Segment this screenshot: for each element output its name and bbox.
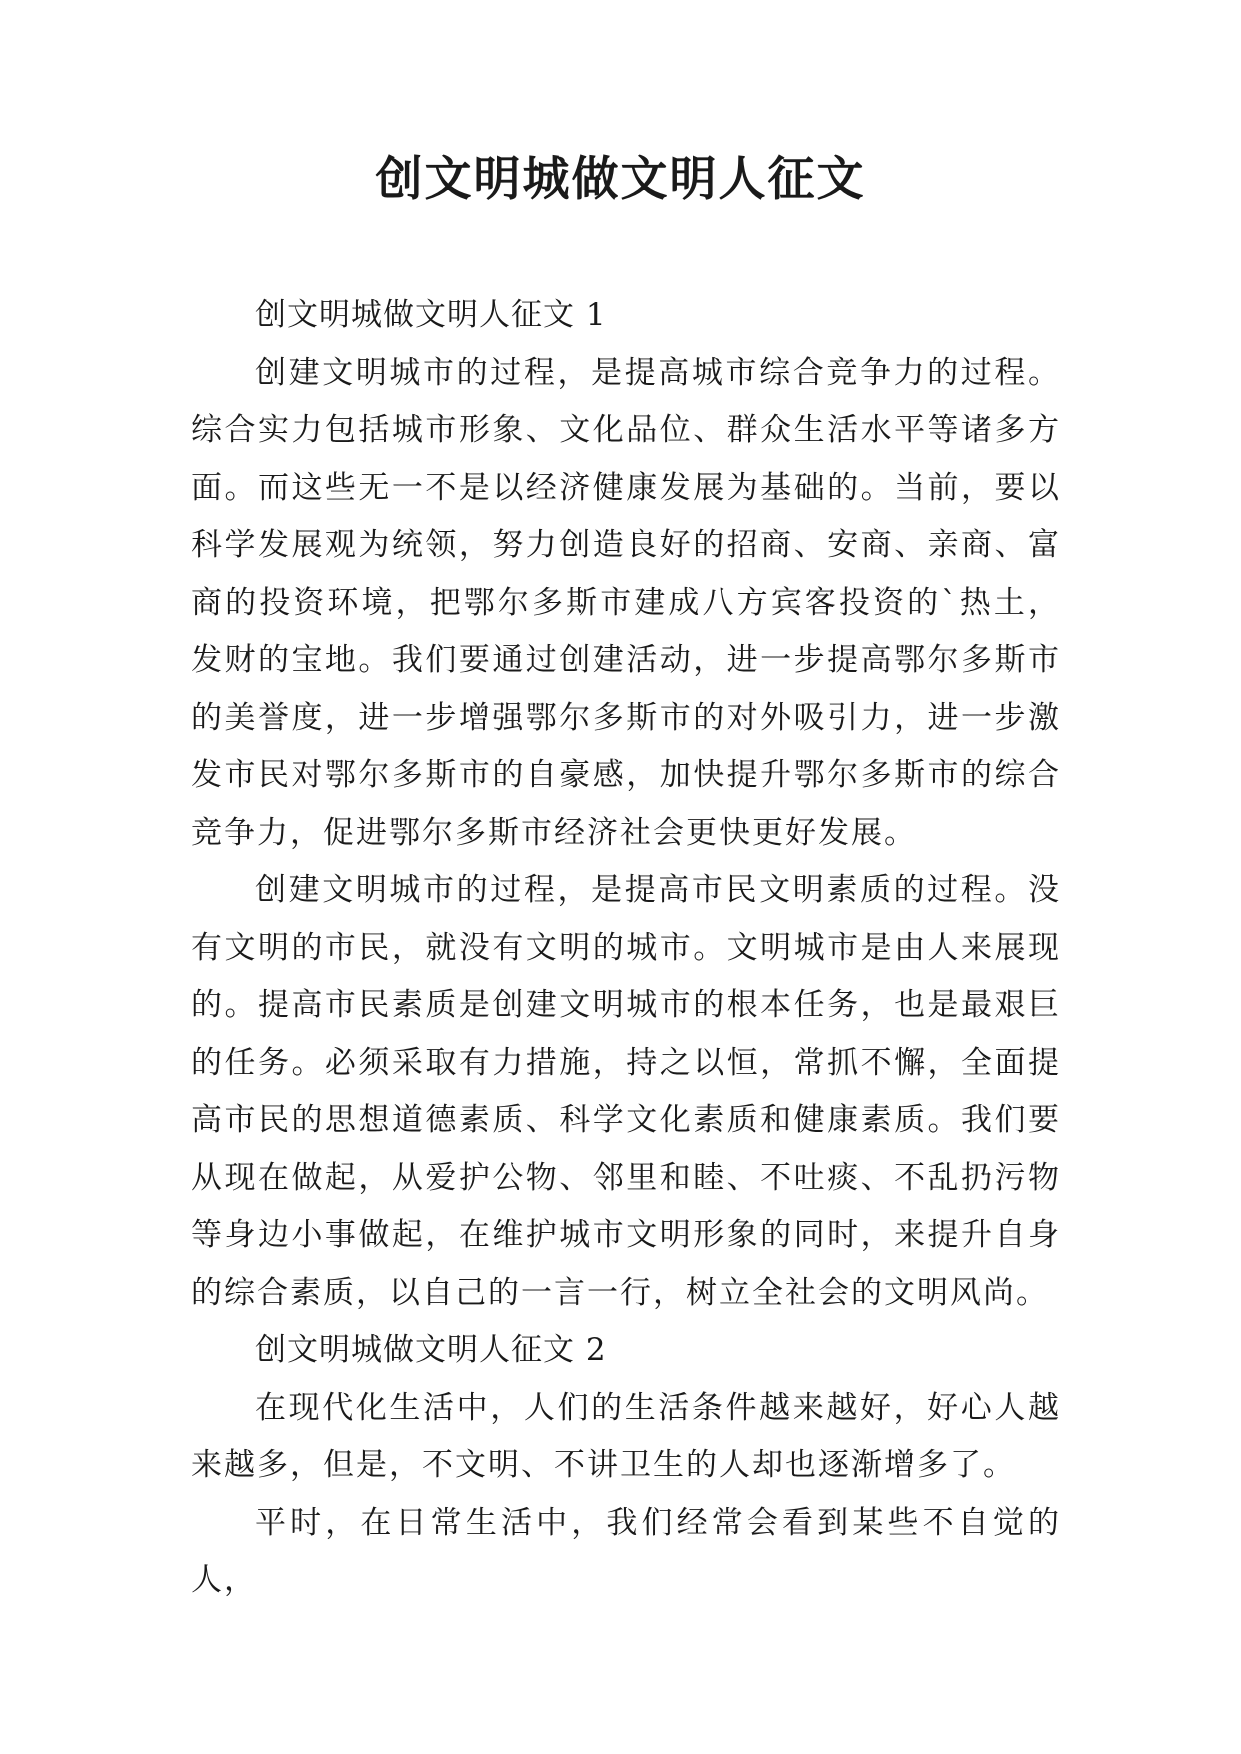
section-heading: 创文明城做文明人征文 1 [255, 297, 607, 333]
paragraph: 在现代化生活中，人们的生活条件越来越好，好心人越来越多，但是，不文明、不讲卫生的人却也逐渐增多了。 [191, 1389, 1061, 1483]
section-heading: 创文明城做文明人征文 2 [255, 1332, 607, 1368]
paragraph: 创建文明城市的过程，是提高市民文明素质的过程。没有文明的市民，就没有文明的城市。文明城市是由人来展现的。提高市民素质是创建文明城市的根本任务，也是最艰巨的任务。必须采取有力措施，持之以恒，常抓不懈，全面提高市民的思想道德素质、科学文化素质和健康素质。我们要从现在做起，从爱护公物、邻里和睦、不吐痰、不乱扔污物等身边小事做起，在维护城市文明形象的同时，来提升自身的综合素质，以自己的一言一行，树立全社会的文明风尚。 [191, 872, 1061, 1311]
paragraph: 创建文明城市的过程，是提高城市综合竞争力的过程。综合实力包括城市形象、文化品位、群众生活水平等诸多方面。而这些无一不是以经济健康发展为基础的。当前，要以科学发展观为统领，努力创造良好的招商、安商、亲商、富商的投资环境，把鄂尔多斯市建成八方宾客投资的`热土，发财的宝地。我们要通过创建活动，进一步提高鄂尔多斯市的美誉度，进一步增强鄂尔多斯市的对外吸引力，进一步激发市民对鄂尔多斯市的自豪感，加快提升鄂尔多斯市的综合竞争力，促进鄂尔多斯市经济社会更快更好发展。 [191, 354, 1061, 851]
paragraph: 平时，在日常生活中，我们经常会看到某些不自觉的人， [191, 1504, 1061, 1598]
document-title: 创文明城做文明人征文 [375, 152, 866, 207]
document-body [191, 287, 1061, 1610]
